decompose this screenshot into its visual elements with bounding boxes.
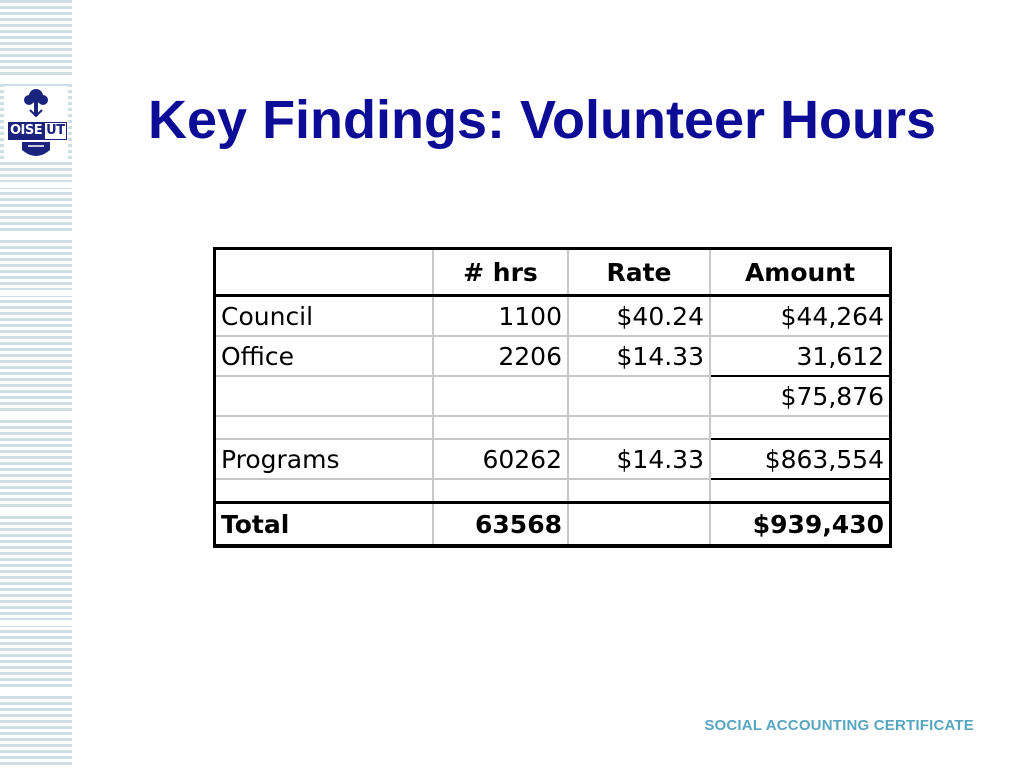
table-row-subtotal	[215, 376, 891, 416]
stripe-gap	[0, 412, 72, 418]
row-hrs: 2206	[433, 336, 568, 376]
row-label: Council	[215, 296, 434, 337]
stripe-gap	[0, 620, 72, 626]
row-hrs: 1100	[433, 296, 568, 337]
row-rate: $40.24	[568, 296, 710, 337]
stripe-gap	[0, 78, 72, 84]
row-amount	[710, 416, 891, 439]
logo-wordmark	[8, 122, 68, 140]
column-header-rate: Rate	[568, 249, 710, 296]
total-hrs: 63568	[433, 503, 568, 547]
table-row	[215, 439, 891, 479]
row-hrs	[433, 416, 568, 439]
slide-title: Key Findings: Volunteer Hours	[148, 90, 937, 150]
table-row-total	[215, 503, 891, 547]
table-row	[215, 336, 891, 376]
row-rate: $14.33	[568, 336, 710, 376]
stripe-gap	[0, 510, 72, 516]
stripe-gap	[0, 232, 72, 238]
row-amount	[710, 479, 891, 503]
column-header-hrs: # hrs	[433, 249, 568, 296]
volunteer-hours-table	[213, 247, 892, 548]
column-header-label	[215, 249, 434, 296]
row-label: Programs	[215, 439, 434, 479]
row-rate: $14.33	[568, 439, 710, 479]
row-label	[215, 376, 434, 416]
logo-text-oise: OISE	[10, 123, 43, 138]
row-amount: 31,612	[710, 336, 891, 376]
table-row	[215, 296, 891, 337]
row-hrs: 60262	[433, 439, 568, 479]
row-label: Office	[215, 336, 434, 376]
footer-caption: SOCIAL ACCOUNTING CERTIFICATE	[704, 717, 974, 734]
stripe-gap	[0, 690, 72, 696]
row-amount-subtotal: $75,876	[710, 376, 891, 416]
oise-ut-logo	[4, 86, 68, 162]
row-rate	[568, 376, 710, 416]
row-amount: $44,264	[710, 296, 891, 337]
total-label: Total	[215, 503, 434, 547]
stripe-gap	[0, 182, 72, 188]
total-rate	[568, 503, 710, 547]
table-row-spacer	[215, 416, 891, 439]
row-hrs	[433, 376, 568, 416]
logo-text-ut: UT	[46, 123, 65, 138]
table-row-spacer	[215, 479, 891, 503]
total-amount: $939,430	[710, 503, 891, 547]
row-rate	[568, 416, 710, 439]
stripe-gap	[0, 290, 72, 296]
row-label	[215, 416, 434, 439]
row-label	[215, 479, 434, 503]
row-hrs	[433, 479, 568, 503]
row-amount: $863,554	[710, 439, 891, 479]
column-header-amount: Amount	[710, 249, 891, 296]
table-header-row	[215, 249, 891, 296]
row-rate	[568, 479, 710, 503]
